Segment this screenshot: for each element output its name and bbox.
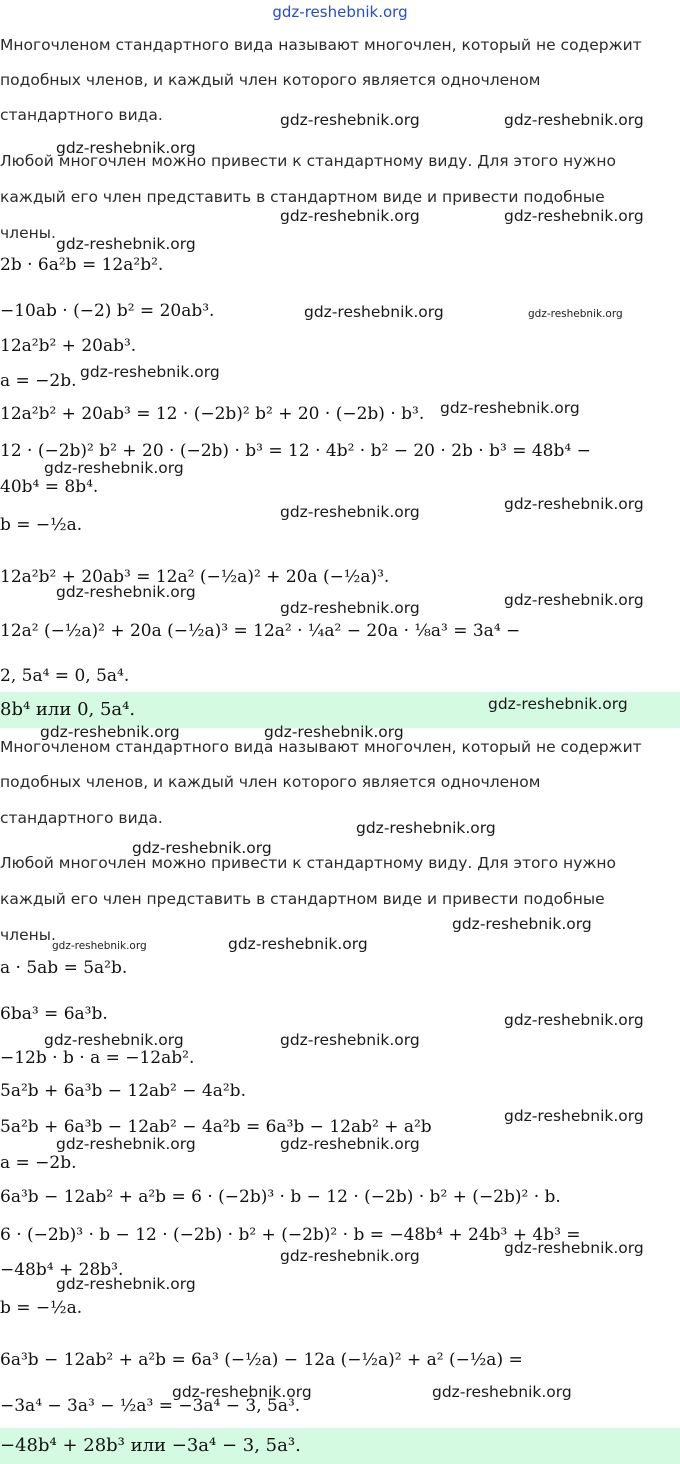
watermark: gdz-reshebnik.org (432, 1383, 572, 1401)
watermark: gdz-reshebnik.org (132, 839, 272, 857)
watermark: gdz-reshebnik.org (280, 111, 420, 129)
math-line: −48b⁴ + 28b³. (0, 1260, 124, 1280)
definition-text-2: Любой многочлен можно привести к стандартному виду. Для этого нужно (0, 152, 616, 170)
math-line: b = −½a. (0, 1298, 83, 1318)
watermark: gdz-reshebnik.org (280, 599, 420, 617)
definition-text-2: Любой многочлен можно привести к стандартному виду. Для этого нужно (0, 854, 616, 872)
math-line: −3a⁴ − 3a³ − ½a³ = −3a⁴ − 3, 5a³. (0, 1396, 301, 1416)
watermark: gdz-reshebnik.org (56, 583, 196, 601)
watermark: gdz-reshebnik.org (56, 235, 196, 253)
definition-text-2-line-3: члены. (0, 926, 56, 944)
watermark: gdz-reshebnik.org (280, 503, 420, 521)
math-line: 2b · 6a²b = 12a²b². (0, 255, 164, 275)
math-line: −12b · b · a = −12ab². (0, 1048, 195, 1068)
watermark: gdz-reshebnik.org (280, 1135, 420, 1153)
math-line: 12 · (−2b)² b² + 20 · (−2b) · b³ = 12 · 4b² · b² − 20 · 2b · b³ = 48b⁴ − (0, 441, 591, 461)
math-line: 6ba³ = 6a³b. (0, 1004, 108, 1024)
watermark: gdz-reshebnik.org (504, 495, 644, 513)
math-line: −10ab · (−2) b² = 20ab³. (0, 301, 215, 321)
definition-text-1-line-3: стандартного вида. (0, 106, 163, 124)
watermark: gdz-reshebnik.org (80, 363, 220, 381)
definition-text-2-line-3: члены. (0, 224, 56, 242)
math-line: 12a²b² + 20ab³ = 12a² (−½a)² + 20a (−½a)³. (0, 567, 390, 587)
math-line: b = −½a. (0, 515, 83, 535)
math-line: 12a² (−½a)² + 20a (−½a)³ = 12a² · ¼a² − 20a · ⅛a³ = 3a⁴ − (0, 621, 521, 641)
watermark: gdz-reshebnik.org (452, 915, 592, 933)
site-link[interactable]: gdz-reshebnik.org (272, 3, 408, 21)
watermark: gdz-reshebnik.org (40, 723, 180, 741)
definition-text-1: Многочленом стандартного вида называют многочлен, который не содержит (0, 36, 642, 54)
watermark: gdz-reshebnik.org (504, 207, 644, 225)
answer-text: 8b⁴ или 0, 5a⁴. (0, 699, 136, 720)
watermark: gdz-reshebnik.org (228, 935, 368, 953)
watermark: gdz-reshebnik.org (44, 1031, 184, 1049)
watermark: gdz-reshebnik.org (504, 1239, 644, 1257)
watermark: gdz-reshebnik.org (440, 399, 580, 417)
watermark: gdz-reshebnik.org (488, 695, 628, 713)
watermark: gdz-reshebnik.org (56, 139, 196, 157)
math-line: a · 5ab = 5a²b. (0, 958, 128, 978)
math-line: 12a²b² + 20ab³ = 12 · (−2b)² b² + 20 · (−2b) · b³. (0, 404, 425, 424)
definition-text-2-line-2: каждый его член представить в стандартном виде и привести подобные (0, 188, 605, 206)
answer-text: −48b⁴ + 28b³ или −3a⁴ − 3, 5a³. (0, 1435, 301, 1456)
watermark: gdz-reshebnik.org (56, 1135, 196, 1153)
watermark: gdz-reshebnik.org (504, 1107, 644, 1125)
math-line: a = −2b. (0, 371, 77, 391)
watermark: gdz-reshebnik.org (280, 1247, 420, 1265)
math-line: 12a²b² + 20ab³. (0, 336, 137, 356)
math-line: a = −2b. (0, 1153, 77, 1173)
definition-text-1-line-2: подобных членов, и каждый член которого является одночленом (0, 71, 541, 89)
watermark: gdz-reshebnik.org (504, 591, 644, 609)
definition-text-1-line-2: подобных членов, и каждый член которого является одночленом (0, 773, 541, 791)
watermark: gdz-reshebnik.org (280, 207, 420, 225)
math-line: 2, 5a⁴ = 0, 5a⁴. (0, 666, 130, 686)
watermark: gdz-reshebnik.org (356, 819, 496, 837)
math-line: 5a²b + 6a³b − 12ab² − 4a²b = 6a³b − 12ab² + a²b (0, 1117, 432, 1137)
watermark: gdz-reshebnik.org (56, 1275, 196, 1293)
definition-text-2-line-2: каждый его член представить в стандартном виде и привести подобные (0, 890, 605, 908)
watermark: gdz-reshebnik.org (504, 111, 644, 129)
definition-text-1-line-3: стандартного вида. (0, 809, 163, 827)
answer-box (0, 1428, 680, 1464)
math-line: 40b⁴ = 8b⁴. (0, 477, 99, 497)
watermark: gdz-reshebnik.org (504, 1011, 644, 1029)
watermark: gdz-reshebnik.org (52, 940, 147, 952)
math-line: 5a²b + 6a³b − 12ab² − 4a²b. (0, 1081, 246, 1101)
watermark: gdz-reshebnik.org (280, 1031, 420, 1049)
math-line: 6a³b − 12ab² + a²b = 6 · (−2b)³ · b − 12 · (−2b) · b² + (−2b)² · b. (0, 1187, 561, 1207)
math-line: 6a³b − 12ab² + a²b = 6a³ (−½a) − 12a (−½a)² + a² (−½a) = (0, 1350, 523, 1370)
math-line: 6 · (−2b)³ · b − 12 · (−2b) · b² + (−2b)² · b = −48b⁴ + 24b³ + 4b³ = (0, 1225, 581, 1245)
watermark: gdz-reshebnik.org (172, 1383, 312, 1401)
definition-text-1: Многочленом стандартного вида называют многочлен, который не содержит (0, 738, 642, 756)
watermark: gdz-reshebnik.org (264, 723, 404, 741)
watermark: gdz-reshebnik.org (528, 308, 623, 320)
watermark: gdz-reshebnik.org (44, 459, 184, 477)
watermark: gdz-reshebnik.org (304, 303, 444, 321)
